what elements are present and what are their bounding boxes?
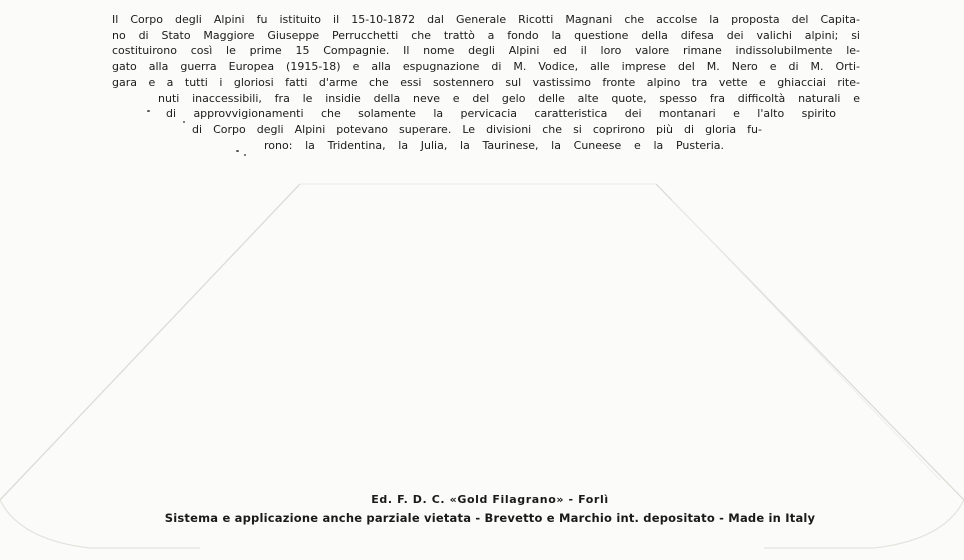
- history-line: Il Corpo degli Alpini fu istituito il 15-10-1872 dal Generale Ricotti Magnani che accolse la proposta del Capita-: [112, 13, 860, 26]
- alpini-history-text: [112, 12, 860, 153]
- right-flap-inner-edge: [672, 200, 940, 480]
- history-line: gara e a tutti i gloriosi fatti d'arme che essi sostennero sul vastissimo fronte alpino tra vette e ghiacciai rite-: [112, 75, 860, 89]
- ink-speck: [244, 154, 246, 156]
- printer-imprint: [100, 492, 880, 527]
- history-line: di approvvigionamenti che solamente la pervicacia caratteristica dei montanari e l'alto spirito: [166, 107, 836, 121]
- printer-name: Ed. F. D. C. «Gold Filagrano» - Forlì: [371, 493, 609, 506]
- history-line: rono: la Tridentina, la Julia, la Taurinese, la Cuneese e la Pusteria.: [264, 138, 724, 152]
- ink-speck: [183, 121, 185, 123]
- history-line: costituirono così le prime 15 Compagnie. Il nome degli Alpini ed il loro valore rimane indissolubilmente le-: [112, 44, 860, 58]
- left-flap-edge: [0, 184, 300, 500]
- history-line: gato alla guerra Europea (1915-18) e alla espugnazione di M. Vodice, alle imprese del M. Nero e di M. Orti-: [112, 60, 860, 74]
- copyright-notice: Sistema e applicazione anche parziale vietata - Brevetto e Marchio int. depositato - Made in Italy: [164, 511, 816, 525]
- history-line: no di Stato Maggiore Giuseppe Perrucchetti che trattò a fondo la questione della difesa dei valichi alpini; si: [112, 28, 860, 42]
- ink-speck: [236, 150, 239, 152]
- history-line: nuti inaccessibili, fra le insidie della neve e del gelo delle alte quote, spesso fra difficoltà naturali e: [158, 91, 860, 105]
- ink-speck: [147, 110, 150, 112]
- history-line: di Corpo degli Alpini potevano superare. Le divisioni che si coprirono più di gloria fu-: [192, 122, 762, 136]
